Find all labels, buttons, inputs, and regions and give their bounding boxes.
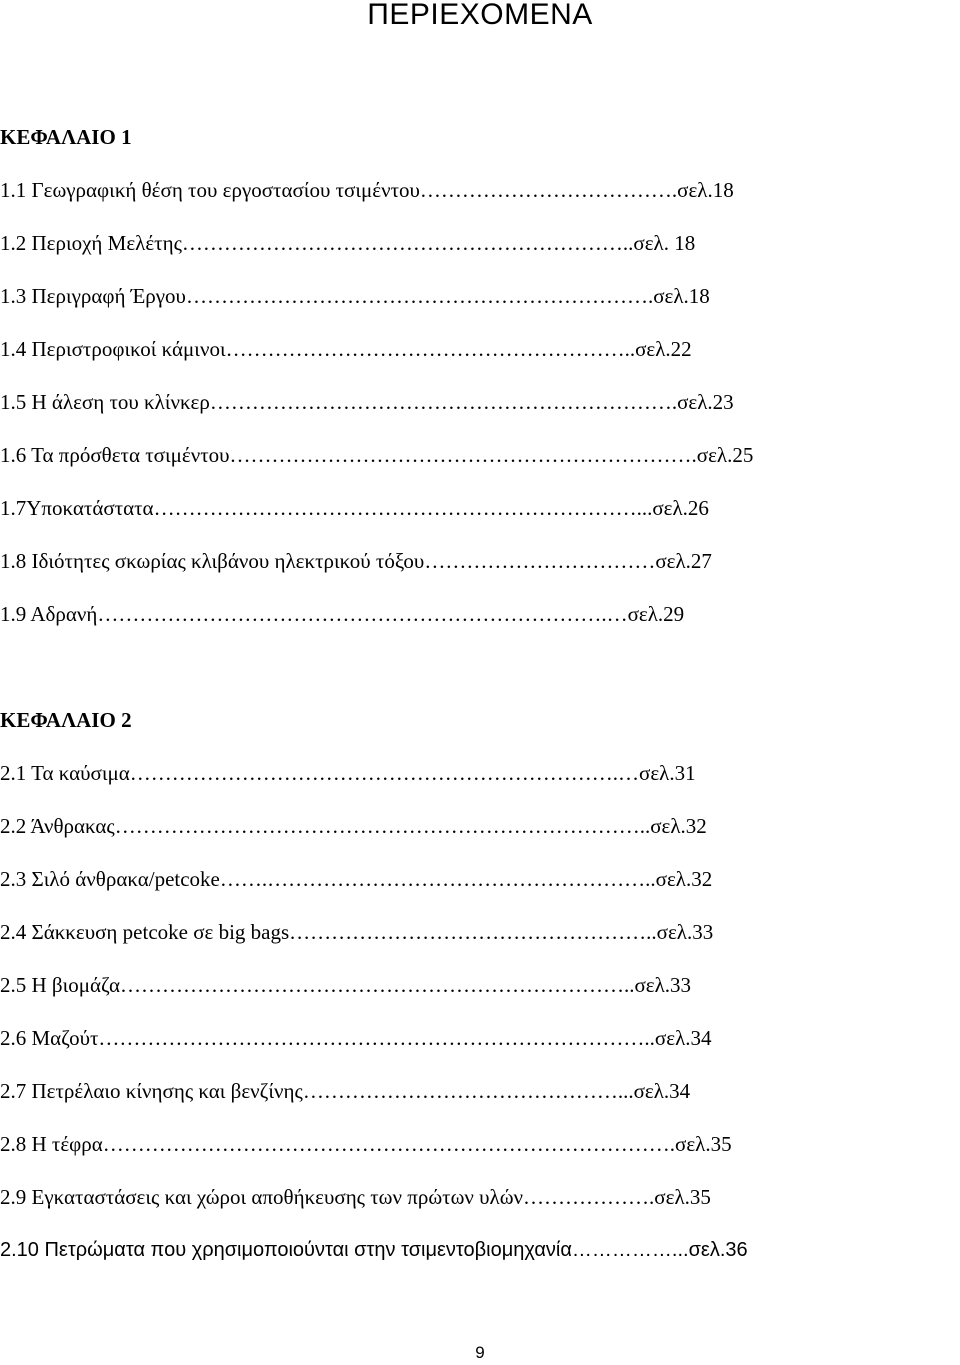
- toc-entry-2-8[interactable]: 2.8 Η τέφρα……………………………………………………………………….σελ.35: [0, 1132, 732, 1156]
- toc-entry-2-1[interactable]: 2.1 Τα καύσιμα…………………………………………………………….…σελ.31: [0, 761, 696, 785]
- toc-entry-1-6[interactable]: 1.6 Τα πρόσθετα τσιμέντου………………………………………………………….σελ.25: [0, 443, 754, 467]
- toc-entry-2-5[interactable]: 2.5 Η βιομάζα………………………………………………………………..σελ.33: [0, 973, 692, 997]
- toc-entry-2-6[interactable]: 2.6 Μαζούτ……………………………………………………………………..σελ.34: [0, 1026, 712, 1050]
- toc-entry-1-1[interactable]: 1.1 Γεωγραφική θέση του εργοστασίου τσιμέντου……………………………….σελ.18: [0, 178, 734, 202]
- toc-entry-2-7[interactable]: 2.7 Πετρέλαιο κίνησης και βενζίνης………………………………………...σελ.34: [0, 1079, 691, 1103]
- toc-entry-1-7[interactable]: 1.7Υποκατάστατα……………………………………………………………...σελ.26: [0, 496, 709, 520]
- toc-entry-1-3[interactable]: 1.3 Περιγραφή Έργου………………………………………………………….σελ.18: [0, 284, 710, 308]
- toc-entry-2-10[interactable]: 2.10 Πετρώματα που χρησιμοποιούνται στην τσιμεντοβιομηχανία……………...σελ.36: [0, 1239, 748, 1261]
- toc-entry-2-2[interactable]: 2.2 Άνθρακας…………………………………………………………………..σελ.32: [0, 814, 707, 838]
- toc-entry-1-9[interactable]: 1.9 Αδρανή……………………………………………………………….…σελ.29: [0, 602, 685, 626]
- chapter-1-heading: ΚΕΦΑΛΑΙΟ 1: [0, 125, 132, 149]
- toc-entry-2-4[interactable]: 2.4 Σάκκευση petcoke σε big bags……………………………………………..σελ.33: [0, 920, 714, 944]
- toc-entry-2-9[interactable]: 2.9 Εγκαταστάσεις και χώροι αποθήκευσης των πρώτων υλών……………….σελ.35: [0, 1185, 711, 1209]
- page-number: 9: [475, 1343, 485, 1362]
- chapter-2-heading: ΚΕΦΑΛΑΙΟ 2: [0, 708, 132, 732]
- page-title: ΠΕΡΙΕΧΟΜΕΝΑ: [367, 0, 593, 31]
- toc-entry-1-8[interactable]: 1.8 Ιδιότητες σκωρίας κλιβάνου ηλεκτρικού τόξου……………………………σελ.27: [0, 549, 712, 573]
- toc-entry-1-4[interactable]: 1.4 Περιστροφικοί κάμινοι…………………………………………………..σελ.22: [0, 337, 692, 361]
- toc-entry-1-2[interactable]: 1.2 Περιοχή Μελέτης………………………………………………………..σελ. 18: [0, 231, 696, 255]
- toc-entry-2-3[interactable]: 2.3 Σιλό άνθρακα/petcoke…….………………………………………………..σελ.32: [0, 867, 713, 891]
- toc-entry-1-5[interactable]: 1.5 Η άλεση του κλίνκερ………………………………………………………….σελ.23: [0, 390, 734, 414]
